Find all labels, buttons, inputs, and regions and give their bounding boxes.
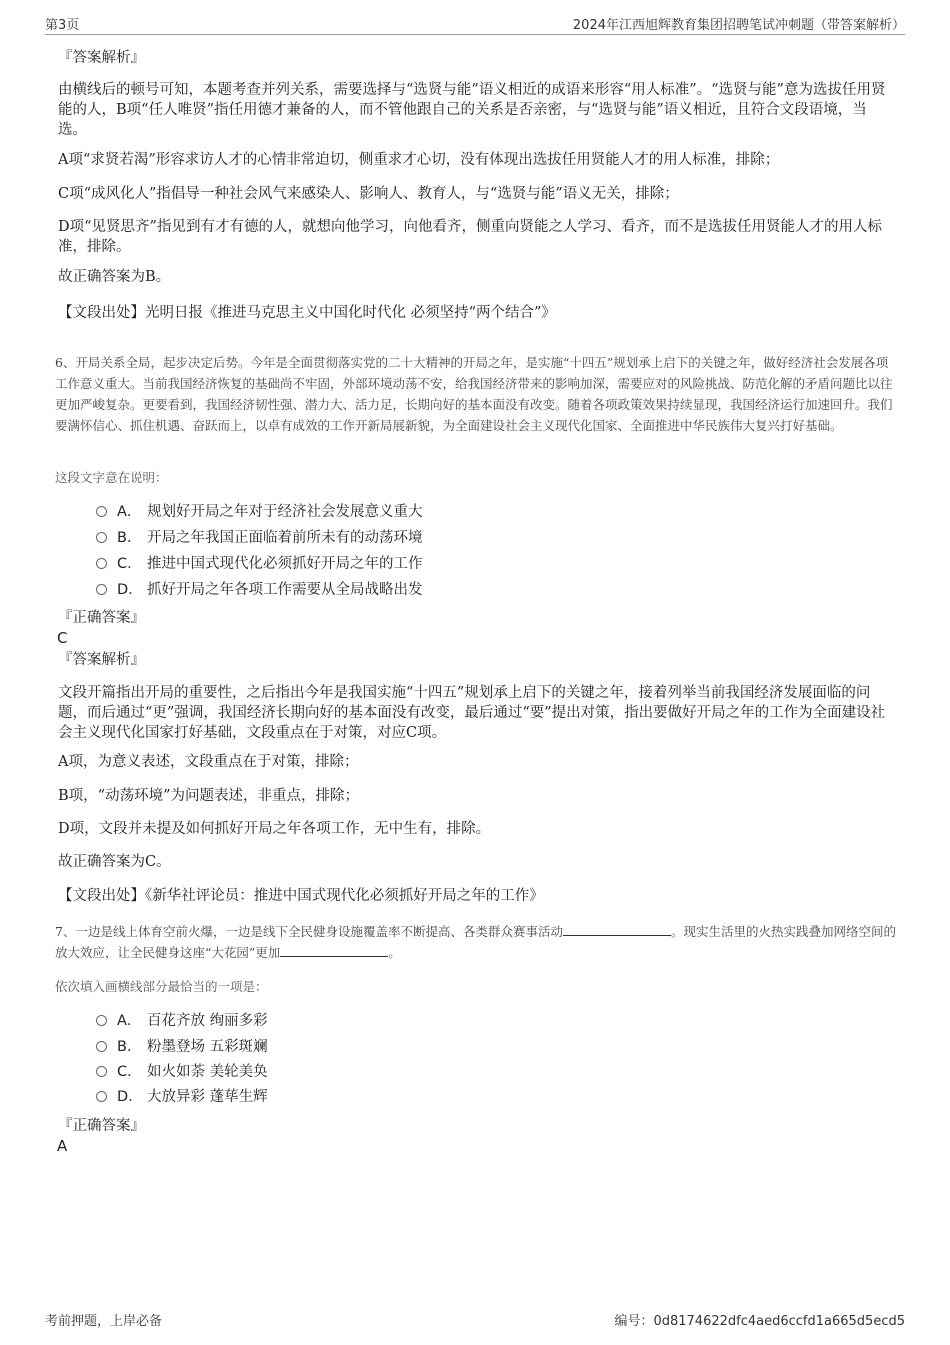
radio-icon[interactable] (96, 1041, 107, 1052)
analysis-paragraph: D项“见贤思齐”指见到有才有德的人，就想向他学习，向他看齐，侧重向贤能之人学习、看齐，而不是选拔任用贤能人才的用人标准，排除。 (58, 219, 882, 255)
question-7-stem: 7、一边是线上体育空前火爆，一边是线下全民健身设施覆盖率不断提高、各类群众赛事活动 。现实生活里的火热实践叠加网络空间的放大效应，让全民健身这座“大花园”更加 。 (55, 924, 896, 960)
analysis-paragraph: 文段开篇指出开局的重要性，之后指出今年是我国实施“十四五”规划承上启下的关键之年，接着列举当前我国经济发展面临的问题，而后通过“更”强调，我国经济长期向好的基本面没有改变，最后通过“要”提出对策，指出要做好开局之年的工作为全面建设社会主义现代化国家打好基础，文段重点在于对策，对应C项。 (58, 685, 886, 741)
option-a[interactable]: A． 规划好开局之年对于经济社会发展意义重大 (96, 502, 423, 522)
analysis-paragraph: B项，“动荡环境”为问题表述，非重点，排除； (58, 788, 359, 804)
correct-answer-label: 『正确答案』 (58, 1118, 145, 1134)
analysis-conclusion: 故正确答案为B。 (58, 269, 171, 285)
correct-answer-value: C (57, 629, 68, 647)
option-c[interactable]: C． 如火如荼 美轮美奂 (96, 1062, 268, 1082)
question-6-stem: 6、开局关系全局，起步决定后势。今年是全面贯彻落实党的二十大精神的开局之年，是实施“十四五”规划承上启下的关键之年，做好经济社会发展各项工作意义重大。当前我国经济恢复的基础尚不牢固，外部环境动荡不安，给我国经济带来的影响加深，需要应对的风险挑战、防范化解的矛盾问题比以往更加严峻复杂。更要看到，我国经济韧性强、潜力大、活力足，长期向好的基本面没有改变。随着各项政策效果持续显现，我国经济运行加速回升。我们要满怀信心、抓住机遇、奋跃而上，以卓有成效的工作开新局展新貌，为全面建设社会主义现代化国家、全面推进中华民族伟大复兴打好基础。 (55, 355, 893, 433)
analysis-conclusion: 故正确答案为C。 (58, 854, 171, 870)
page-header (45, 12, 905, 35)
option-d[interactable]: D． 抓好开局之年各项工作需要从全局战略出发 (96, 580, 423, 600)
radio-icon[interactable] (96, 1066, 107, 1077)
option-b[interactable]: B． 开局之年我国正面临着前所未有的动荡环境 (96, 528, 423, 548)
blank-2 (280, 944, 388, 957)
blank-1 (563, 923, 671, 936)
radio-icon[interactable] (96, 558, 107, 569)
analysis-label: 『答案解析』 (58, 652, 145, 668)
option-d[interactable]: D． 大放异彩 蓬荜生辉 (96, 1087, 268, 1107)
page-footer (45, 1310, 905, 1332)
correct-answer-value: A (57, 1137, 68, 1155)
page-number: 第3页 (45, 18, 80, 33)
analysis-paragraph: D项，文段并未提及如何抓好开局之年各项工作，无中生有，排除。 (58, 821, 491, 837)
source-citation: 【文段出处】《新华社评论员：推进中国式现代化必须抓好开局之年的工作》 (58, 888, 544, 904)
correct-answer-label: 『正确答案』 (58, 610, 145, 626)
document-code: 编号：0d8174622dfc4aed6ccfd1a665d5ecd5 (614, 1314, 905, 1329)
question-7-prompt: 依次填入画横线部分最恰当的一项是： (55, 979, 268, 994)
radio-icon[interactable] (96, 532, 107, 543)
document-title: 2024年江西旭辉教育集团招聘笔试冲刺题（带答案解析） (572, 18, 905, 33)
source-citation: 【文段出处】光明日报《推进马克思主义中国化时代化 必须坚持“两个结合”》 (58, 305, 556, 321)
radio-icon[interactable] (96, 1015, 107, 1026)
option-b[interactable]: B． 粉墨登场 五彩斑斓 (96, 1037, 268, 1057)
radio-icon[interactable] (96, 506, 107, 517)
analysis-paragraph: 由横线后的顿号可知，本题考查并列关系，需要选择与“选贤与能”语义相近的成语来形容“用人标准”。“选贤与能”意为选拔任用贤能的人，B项“任人唯贤”指任用德才兼备的人，而不管他跟自己的关系是否亲密，与“选贤与能”语义相近，且符合文段语境，当选。 (58, 82, 886, 138)
radio-icon[interactable] (96, 1091, 107, 1102)
analysis-paragraph: A项“求贤若渴”形容求访人才的心情非常迫切，侧重求才心切，没有体现出选拔任用贤能人才的用人标准，排除； (58, 152, 780, 168)
option-a[interactable]: A． 百花齐放 绚丽多彩 (96, 1011, 268, 1031)
question-6-prompt: 这段文字意在说明： (55, 470, 168, 485)
option-c[interactable]: C． 推进中国式现代化必须抓好开局之年的工作 (96, 554, 423, 574)
analysis-label: 『答案解析』 (58, 50, 145, 66)
analysis-paragraph: A项，为意义表述，文段重点在于对策，排除； (58, 754, 359, 770)
analysis-paragraph: C项“成风化人”指倡导一种社会风气来感染人、影响人、教育人，与“选贤与能”语义无关，排除； (58, 186, 679, 202)
radio-icon[interactable] (96, 584, 107, 595)
footer-slogan: 考前押题，上岸必备 (45, 1314, 163, 1329)
